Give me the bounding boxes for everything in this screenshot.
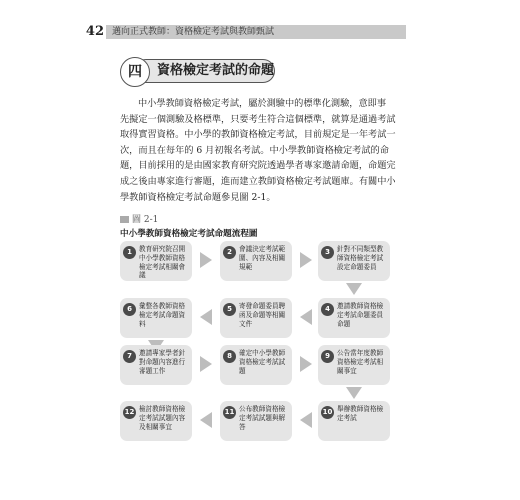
step-text: 檢討教師資格檢定考試試題內容及相關事宜	[139, 405, 186, 431]
step-number: 1	[123, 246, 136, 259]
arrow-right	[200, 252, 212, 268]
step-text: 邀請專家學者針對命題內容進行審題工作	[139, 349, 186, 375]
running-header	[76, 23, 406, 41]
step-number: 10	[321, 406, 334, 419]
step-text: 彙整各教師資格檢定考試命題資料	[139, 302, 186, 328]
step-text: 公布教師資格檢定考試試題與解答	[239, 405, 286, 431]
arrow-right	[200, 356, 212, 372]
flow-step-12	[120, 401, 192, 441]
step-number: 6	[123, 303, 136, 316]
figure-label-marker	[120, 216, 129, 223]
step-number: 5	[223, 303, 236, 316]
flow-step-8	[220, 345, 292, 385]
step-text: 會議決定考試範圍、內容及相關規範	[239, 245, 286, 271]
paragraph-line: 取得實習資格。中小學的教師資格檢定考試，目前規定是一年考試一	[120, 129, 396, 141]
page-number: 42	[76, 23, 104, 41]
step-text: 邀請教師資格檢定考試命題委員命題	[337, 302, 384, 328]
step-number: 7	[123, 350, 136, 363]
step-number: 3	[321, 246, 334, 259]
paragraph-line: 題，目前採用的是由國家教育研究院透過學者專家邀請命題，命題完	[120, 160, 396, 172]
step-text: 公告當年度教師資格檢定考試相關事宜	[337, 349, 384, 375]
arrow-down	[346, 387, 362, 399]
arrow-left	[300, 309, 312, 325]
figure-title: 中小學教師資格檢定考試命題流程圖	[120, 229, 258, 239]
figure-label-text: 圖 2-1	[132, 215, 159, 225]
flow-step-6	[120, 298, 192, 338]
flow-step-4	[318, 298, 390, 338]
arrow-left	[300, 412, 312, 428]
step-number: 9	[321, 350, 334, 363]
arrow-left	[200, 309, 212, 325]
flow-step-1	[120, 241, 192, 281]
step-number: 8	[223, 350, 236, 363]
step-number: 2	[223, 246, 236, 259]
section-title: 資格檢定考試的命題	[134, 59, 275, 83]
figure-label	[120, 212, 158, 225]
arrow-right	[300, 356, 312, 372]
flow-step-3	[318, 241, 390, 281]
flow-step-5	[220, 298, 292, 338]
body-paragraph	[120, 96, 402, 205]
arrow-left	[200, 412, 212, 428]
paragraph-line: 先擬定一個測驗及格標準，只要考生符合這個標準，就算是通過考試	[120, 113, 396, 125]
step-number: 12	[123, 406, 136, 419]
flow-step-2	[220, 241, 292, 281]
step-text: 舉辦教師資格檢定考試	[337, 405, 384, 422]
arrow-right	[300, 252, 312, 268]
paragraph-line: 次，而且在每年的 6 月初報名考試。中小學教師資格檢定考試的命	[120, 144, 389, 156]
flow-step-9	[318, 345, 390, 385]
paragraph-line: 中小學教師資格檢定考試，屬於測驗中的標準化測驗，意即事	[138, 98, 387, 109]
paragraph-line: 學教師資格檢定考試命題參見圖 2-1。	[120, 191, 276, 203]
step-text: 寄發命題委員聘函及命題等相關文件	[239, 302, 286, 328]
step-text: 針對不同類型教師資格檢定考試設定命題委員	[337, 245, 384, 271]
paragraph-line: 成之後由專家進行審題，進而建立教師資格檢定考試題庫。有關中小	[120, 175, 396, 187]
step-text: 確定中小學教師資格檢定考試試題	[239, 349, 286, 375]
arrow-down	[346, 283, 362, 295]
flow-step-11	[220, 401, 292, 441]
step-number: 4	[321, 303, 334, 316]
step-number: 11	[223, 406, 236, 419]
flow-step-10	[318, 401, 390, 441]
flow-step-7	[120, 345, 192, 385]
section-number: 四	[120, 57, 150, 87]
step-text: 教育研究院召開中小學教師資格檢定考試相關會議	[139, 245, 186, 280]
section-heading	[120, 57, 277, 87]
running-title: 邁向正式教師：資格檢定考試與教師甄試	[112, 27, 275, 37]
